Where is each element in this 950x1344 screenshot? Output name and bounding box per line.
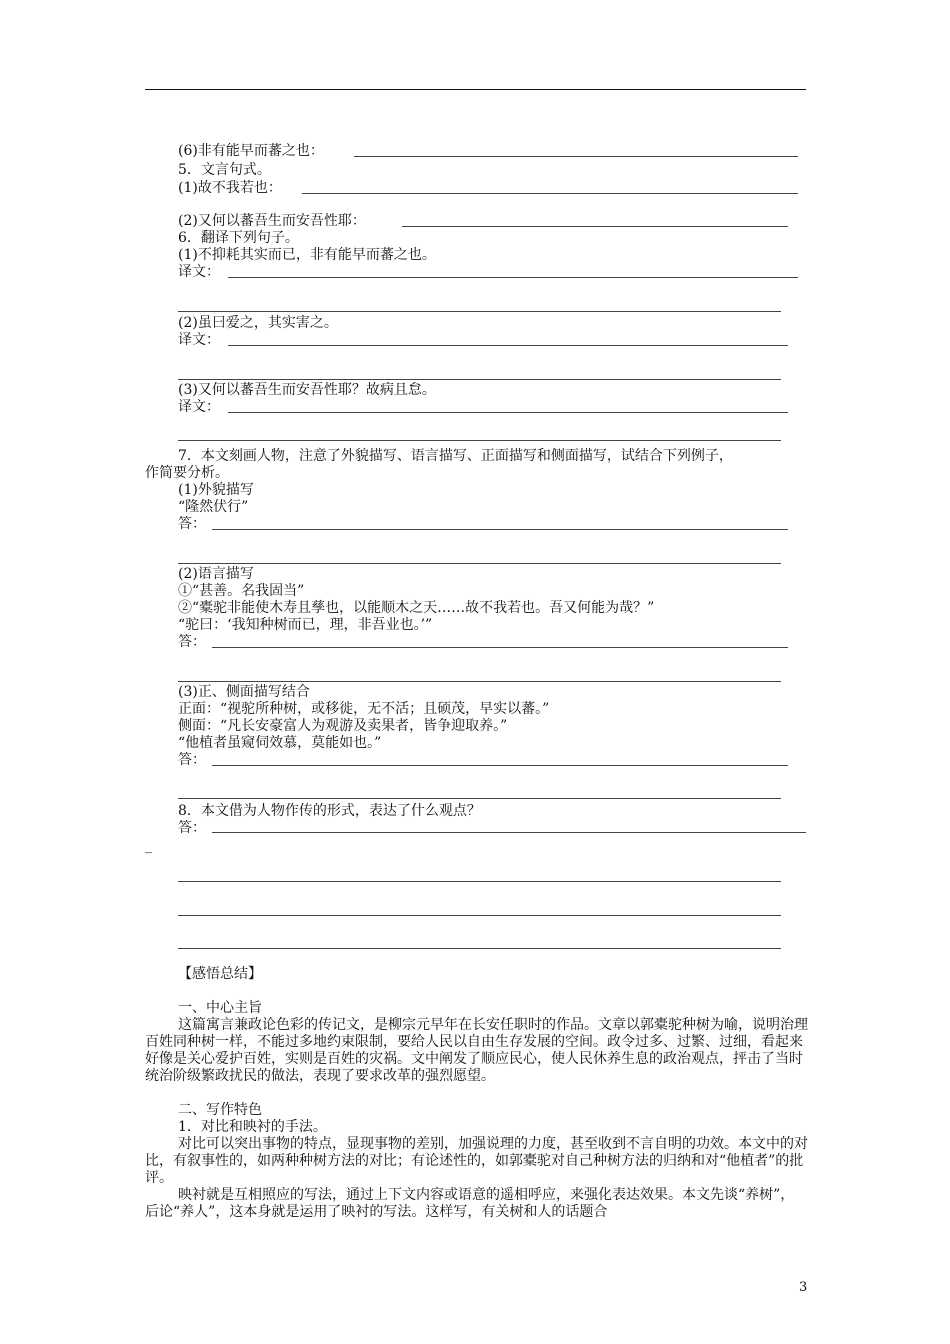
answer-line[interactable] <box>228 277 798 278</box>
answer-line[interactable] <box>178 798 781 799</box>
answer-line[interactable] <box>354 156 798 157</box>
answer-line[interactable] <box>402 226 788 227</box>
question-7-3: (3)正、侧面描写结合 <box>178 684 310 700</box>
answer-line[interactable] <box>178 915 781 916</box>
answer-line[interactable] <box>178 681 781 682</box>
question-5-2: (2)又何以蕃吾生而安吾性耶： <box>178 213 366 229</box>
question-7-text-cont: 作简要分析。 <box>145 465 229 481</box>
answer-line[interactable] <box>212 832 806 833</box>
question-7-1: (1)外貌描写 <box>178 482 254 498</box>
section-2-paragraph-1: 对比可以突出事物的特点，显现事物的差别，加强说理的力度，甚至收到不言自明的功效。本文中的对比，有叙事性的，如两种种树方法的对比；有论述性的，如郭橐驼对自己种树方法的归纳和对“他植者”的批评。 <box>145 1136 808 1186</box>
quote: “驼曰：‘我知种树而已，理，非吾业也。’” <box>178 617 433 633</box>
question-6-1: (1)不抑耗其实而已，非有能早而蕃之也。 <box>178 247 436 263</box>
section-2-heading: 二、写作特色 <box>178 1102 262 1118</box>
question-6-2: (2)虽曰爱之，其实害之。 <box>178 315 338 331</box>
question-8: 8．本文借为人物作传的形式，表达了什么观点？ <box>178 803 481 819</box>
answer-line[interactable] <box>212 529 788 530</box>
answer-line[interactable] <box>178 440 781 441</box>
answer-label: 答： <box>178 820 206 836</box>
quote: “隆然伏行” <box>178 499 249 515</box>
section-2-item-1: 1．对比和映衬的手法。 <box>178 1119 327 1135</box>
translation-label: 译文： <box>178 264 220 280</box>
answer-line[interactable] <box>178 881 781 882</box>
question-6-3: (3)又何以蕃吾生而安吾性耶？故病且怠。 <box>178 382 436 398</box>
answer-line[interactable] <box>228 345 788 346</box>
section-1-heading: 一、中心主旨 <box>178 1000 262 1016</box>
question-4-6: (6)非有能早而蕃之也： <box>178 143 324 159</box>
question-6-heading: 6．翻译下列句子。 <box>178 230 299 246</box>
answer-label: 答： <box>178 634 206 650</box>
quote: 侧面：“凡长安豪富人为观游及卖果者，皆争迎取养。” <box>178 718 508 734</box>
dash-mark: _ <box>145 838 152 854</box>
section-2-paragraph-2: 映衬就是互相照应的写法，通过上下文内容或语意的遥相呼应，来强化表达效果。本文先谈“养树”，后论“养人”，这本身就是运用了映衬的写法。这样写，有关树和人的话题合 <box>145 1187 795 1220</box>
quote: ②“橐驼非能使木寿且孳也，以能顺木之天……故不我若也。吾又何能为哉？” <box>178 600 655 616</box>
answer-line[interactable] <box>178 379 781 380</box>
answer-line[interactable] <box>302 193 798 194</box>
question-7-2: (2)语言描写 <box>178 566 254 582</box>
answer-line[interactable] <box>212 647 788 648</box>
translation-label: 译文： <box>178 399 220 415</box>
question-5-1: (1)故不我若也： <box>178 180 282 196</box>
answer-label: 答： <box>178 752 206 768</box>
answer-line[interactable] <box>178 311 781 312</box>
quote: ①“甚善。名我固当” <box>178 583 305 599</box>
header-rule <box>145 89 806 90</box>
answer-label: 答： <box>178 516 206 532</box>
answer-line[interactable] <box>178 948 781 949</box>
quote: 正面：“视驼所种树，或移徙，无不活；且硕茂，早实以蕃。” <box>178 701 550 717</box>
quote: “他植者虽窥伺效慕，莫能如也。” <box>178 735 382 751</box>
section-1-paragraph: 这篇寓言兼政论色彩的传记文，是柳宗元早年在长安任职时的作品。文章以郭橐驼种树为喻，说明治理百姓同种树一样，不能过多地约束限制，要给人民以自由生存发展的空间。政令过多、过繁、过细，看起来好像是关心爱护百姓，实则是百姓的灾祸。文中阐发了顺应民心，使人民休养生息的政治观点，抨击了当时统治阶级繁政扰民的做法，表现了要求改革的强烈愿望。 <box>145 1017 808 1084</box>
summary-heading: 【感悟总结】 <box>178 966 262 982</box>
translation-label: 译文： <box>178 332 220 348</box>
answer-line[interactable] <box>228 412 788 413</box>
page-number: 3 <box>799 1280 808 1295</box>
question-5-heading: 5．文言句式。 <box>178 162 271 178</box>
question-7-text: 7．本文刻画人物，注意了外貌描写、语言描写、正面描写和侧面描写，试结合下列例子， <box>178 448 733 464</box>
answer-line[interactable] <box>178 563 781 564</box>
answer-line[interactable] <box>212 765 788 766</box>
